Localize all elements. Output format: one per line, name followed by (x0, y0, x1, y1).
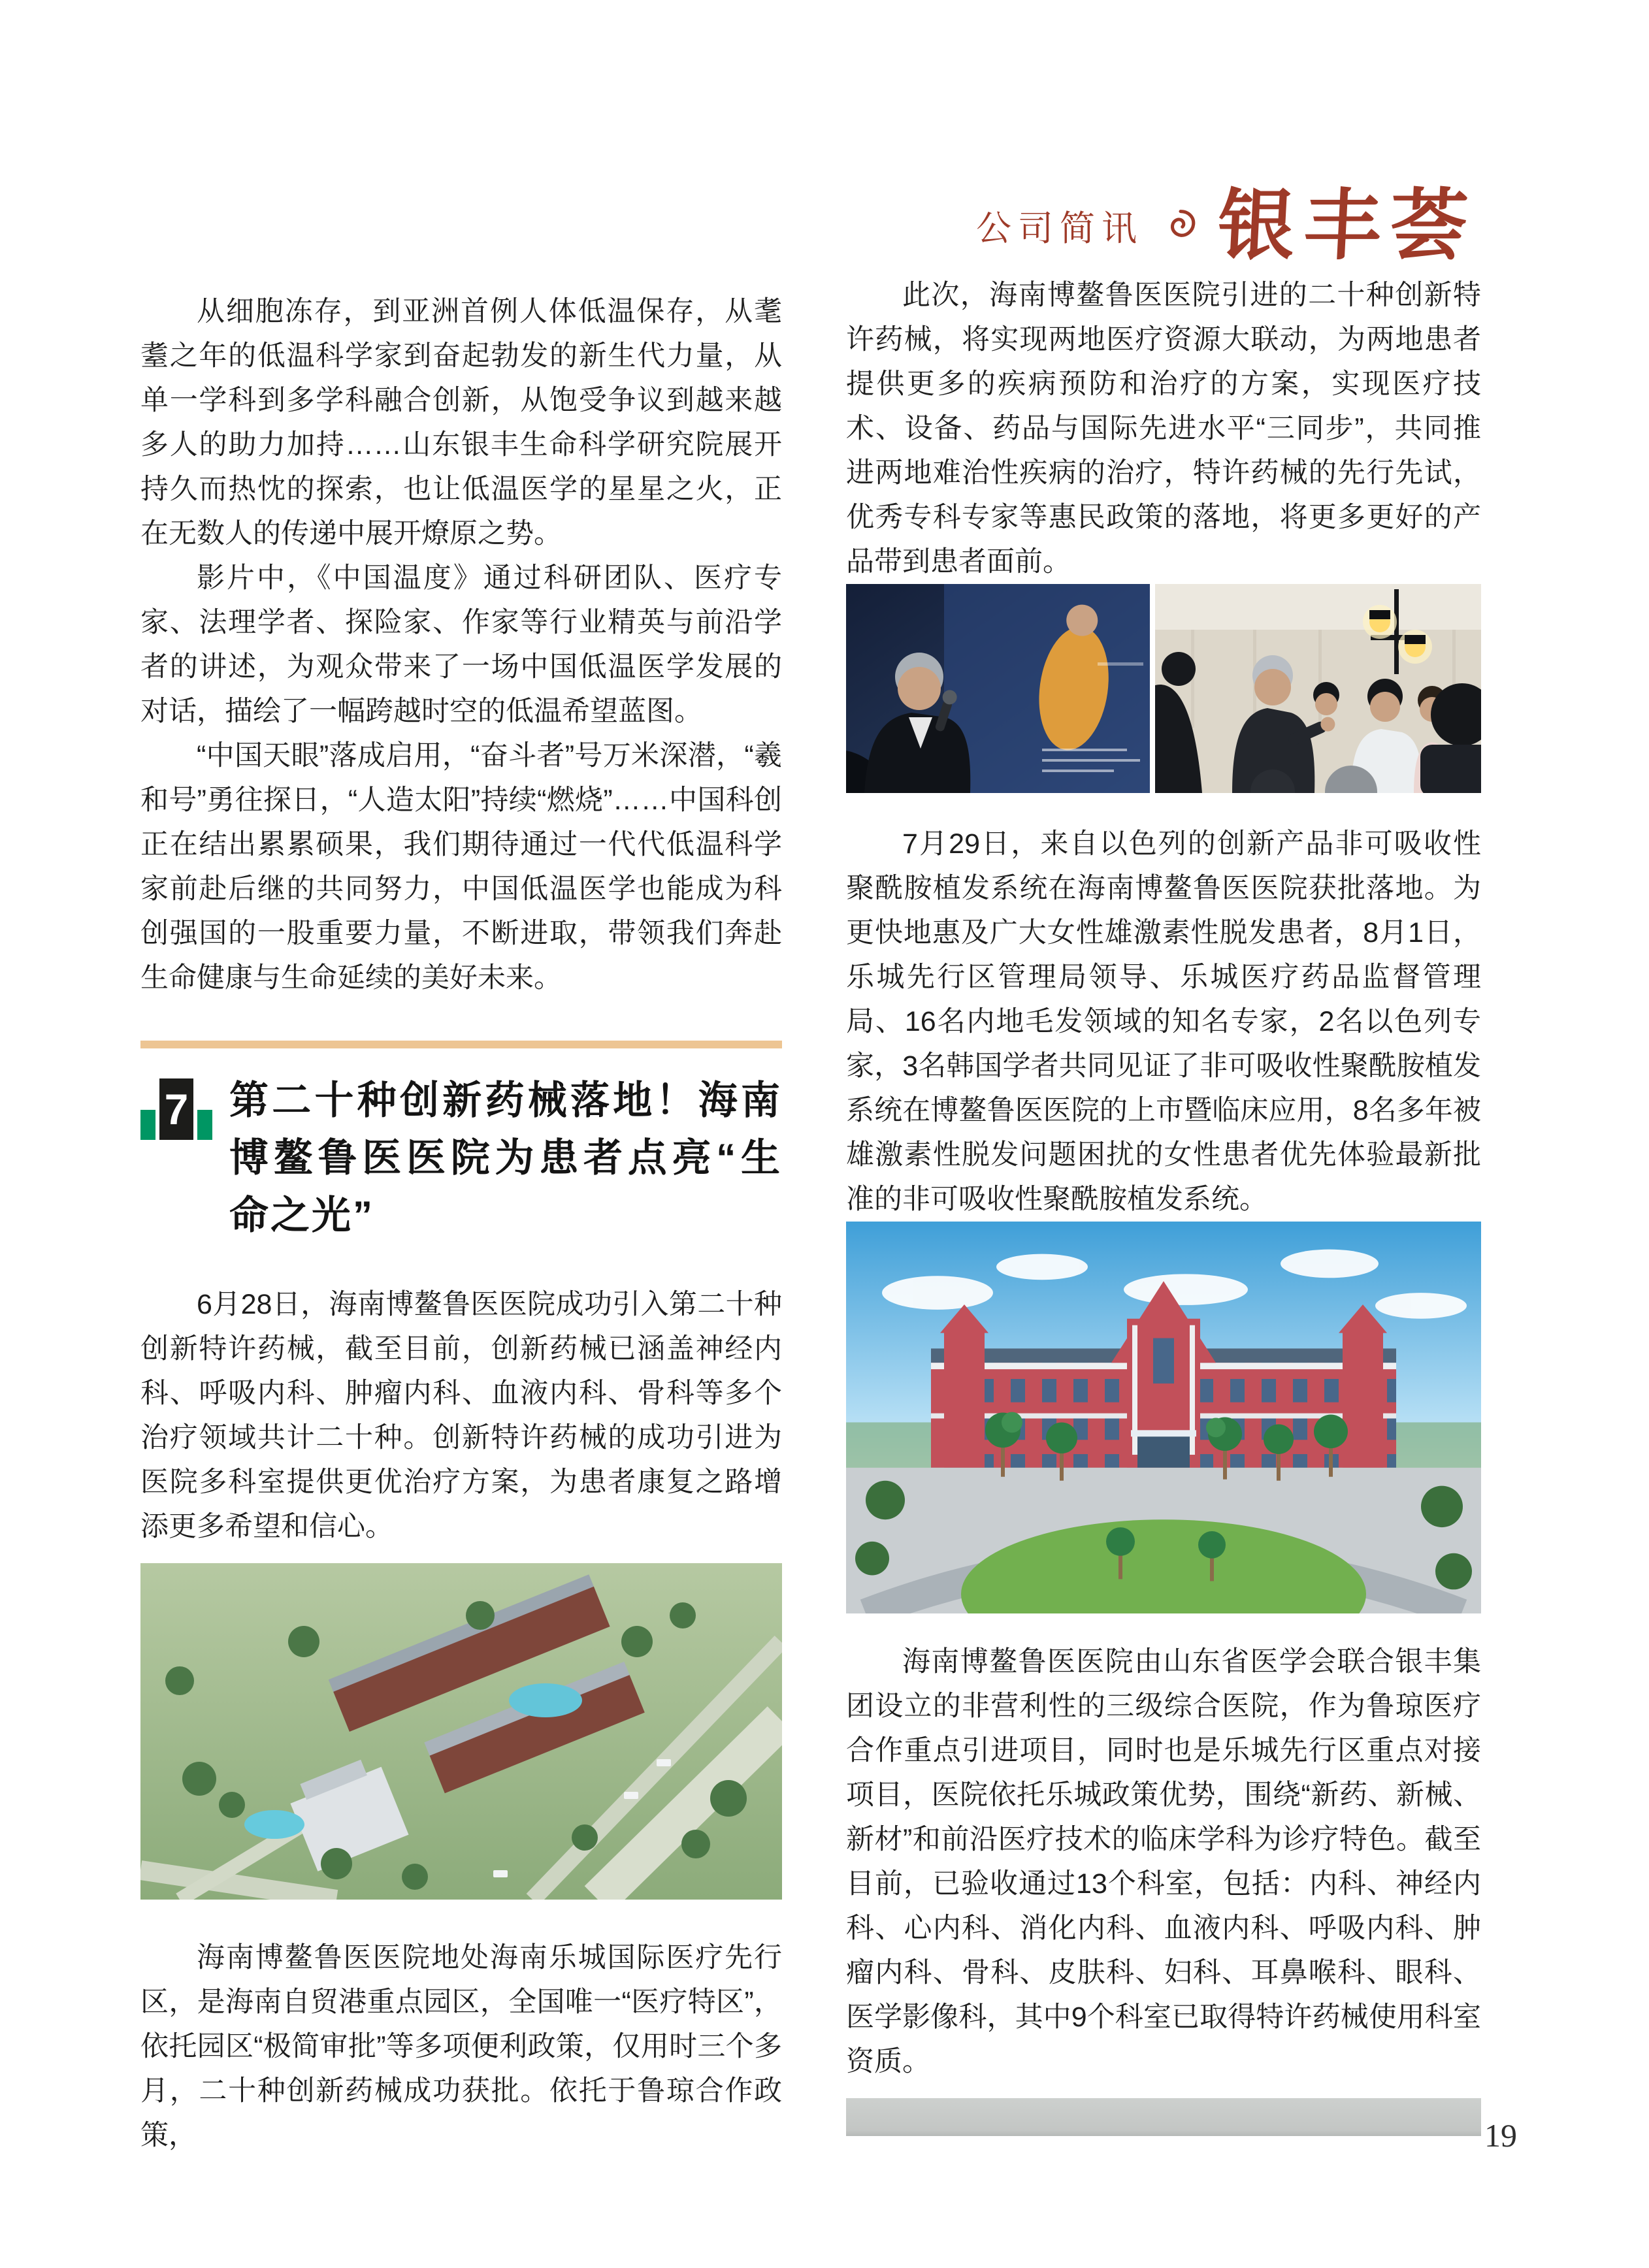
speaker-photo (846, 584, 1150, 793)
paragraph: “中国天眼”落成启用，“奋斗者”号万米深潜，“羲和号”勇往探日，“人造太阳”持续“燃烧”……中国科创正在结出累累硕果，我们期待通过一代代低温科学家前赴后继的共同努力，中国低温医学也能成为科创强国的一股重要力量，不断进取，带领我们奔赴生命健康与生命延续的美好未来。 (140, 740, 782, 994)
event-photos-row (846, 584, 1481, 793)
swirl-icon (1163, 208, 1198, 243)
hospital-building-photo (846, 1222, 1481, 1613)
crowd-photo (1155, 584, 1481, 793)
left-column (140, 289, 782, 2158)
paragraph: 影片中，《中国温度》通过科研团队、医疗专家、法理学者、探险家、作家等行业精英与前沿学者的讲述，为观众带来了一场中国低温医学发展的对话，描绘了一幅跨越时空的低温希望蓝图。 (140, 562, 782, 727)
paragraph: 从细胞冻存，到亚洲首例人体低温保存，从耄耋之年的低温科学家到奋起勃发的新生代力量，从单一学科到多学科融合创新，从饱受争议到越来越多人的助力加持……山东银丰生命科学研究院展开持久而热忱的探索，也让低温医学的星星之火，正在无数人的传递中展开燎原之势。 (140, 296, 782, 549)
paragraph: 此次，海南博鳌鲁医医院引进的二十种创新特许药械，将实现两地医疗资源大联动，为两地患者提供更多的疾病预防和治疗的方案，实现医疗技术、设备、药品与国际先进水平“三同步”，共同推进两地难治性疾病的治疗，特许药械的先行先试，优秀专科专家等惠民政策的落地，将更多更好的产品带到患者面前。 (846, 280, 1481, 577)
section-heading (140, 1072, 782, 1244)
badge-number: 7 (159, 1078, 193, 1140)
paragraph: 6月28日，海南博鳌鲁医医院成功引入第二十种创新特许药械，截至目前，创新药械已涵盖神经内科、呼吸内科、肿瘤内科、血液内科、骨科等多个治疗领域共计二十种。创新特许药械的成功引进为医院多科室提供更优治疗方案，为患者康复之路增添更多希望和信心。 (140, 1289, 782, 1542)
section-number-badge (140, 1078, 212, 1140)
bottom-gray-bar (846, 2098, 1481, 2136)
brand-logo: 银丰荟 (1215, 180, 1479, 270)
badge-green-bar-right (197, 1110, 212, 1140)
paragraph: 海南博鳌鲁医医院地处海南乐城国际医疗先行区，是海南自贸港重点园区，全国唯一“医疗特区”，依托园区“极简审批”等多项便利政策，仅用时三个多月，二十种创新药械成功获批。依托于鲁琼合作政策， (140, 1942, 782, 2151)
paragraph: 7月29日，来自以色列的创新产品非可吸收性聚酰胺植发系统在海南博鳌鲁医医院获批落地。为更快地惠及广大女性雄激素性脱发患者，8月1日，乐城先行区管理局领导、乐城医疗药品监督管理局、16名内地毛发领域的知名专家，2名以色列专家，3名韩国学者共同见证了非可吸收性聚酰胺植发系统在博鳌鲁医医院的上市暨临床应用，8名多年被雄激素性脱发问题困扰的女性患者优先体验最新批准的非可吸收性聚酰胺植发系统。 (846, 828, 1481, 1215)
page-header (975, 180, 1479, 270)
section-divider (140, 1041, 782, 1048)
badge-green-bar-left (140, 1110, 155, 1140)
section-title: 第二十种创新药械落地！海南博鳌鲁医医院为患者点亮“生命之光” (229, 1078, 782, 1237)
section-label: 公司简讯 (975, 208, 1143, 248)
right-column (846, 273, 1481, 2136)
page-number: 19 (1484, 2117, 1517, 2154)
aerial-campus-photo (140, 1563, 782, 1900)
paragraph: 海南博鳌鲁医医院由山东省医学会联合银丰集团设立的非营利性的三级综合医院，作为鲁琼医疗合作重点引进项目，同时也是乐城先行区重点对接项目，医院依托乐城政策优势，围绕“新药、新械、新材”和前沿医疗技术的临床学科为诊疗特色。截至目前，已验收通过13个科室，包括：内科、神经内科、心内科、消化内科、血液内科、呼吸内科、肿瘤内科、骨科、皮肤科、妇科、耳鼻喉科、眼科、医学影像科，其中9个科室已取得特许药械使用科室资质。 (846, 1646, 1481, 2077)
